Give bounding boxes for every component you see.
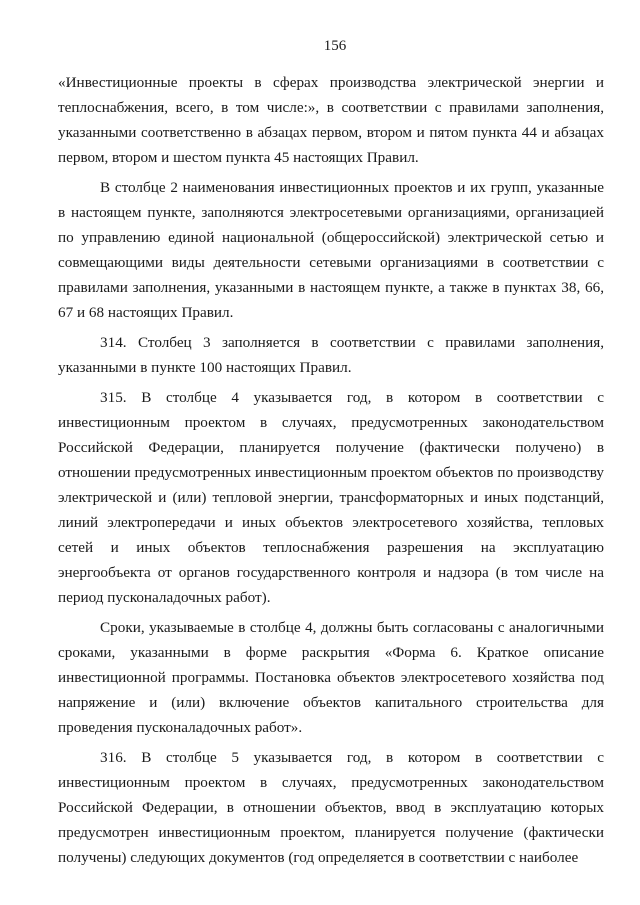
paragraph-315: 315. В столбце 4 указывается год, в котором в соответствии с инвестиционным проектом в случаях, предусмотренных законодательством Российской Федерации, планируется получение (фактически получено) в отношении предусмотренных инвестиционным проектом объектов по производству электрической и (или) тепловой энергии, трансформаторных и иных подстанций, линий электропередачи и иных объектов электросетевого хозяйства, тепловых сетей и иных объектов теплоснабжения разрешения на эксплуатацию энергообъекта от органов государственного контроля и надзора (в том числе на период пусконаладочных работ). (58, 389, 604, 606)
page-number: 156 (323, 38, 347, 54)
paragraph-314: 314. Столбец 3 заполняется в соответствии с правилами заполнения, указанными в пункте 100 настоящих Правил. (58, 334, 604, 376)
paragraph-investment-projects-continuation: «Инвестиционные проекты в сферах производства электрической энергии и теплоснабжения, всего, в том числе:», в соответствии с правилами заполнения, указанными соответственно в абзацах первом, втором и пятом пункта 44 и абзацах первом, втором и шестом пункта 45 настоящих Правил. (58, 74, 604, 166)
paragraph-column-2: В столбце 2 наименования инвестиционных проектов и их групп, указанные в настоящем пункте, заполняются электросетевыми организациями, организацией по управлению единой национальной (общероссийской) электрической сетью и совмещающими виды деятельности сетевыми организациями в соответствии с правилами заполнения, указанными в настоящем пункте, а также в пунктах 38, 66, 67 и 68 настоящих Правил. (58, 179, 604, 321)
paragraph-316: 316. В столбце 5 указывается год, в котором в соответствии с инвестиционным проектом в случаях, предусмотренных законодательством Российской Федерации, в отношении объектов, ввод в эксплуатацию которых предусмотрен инвестиционным проектом, планируется получение (фактически получены) следующих документов (год определяется в соответствии с наиболее (58, 749, 604, 866)
paragraph-column-4-deadlines: Сроки, указываемые в столбце 4, должны быть согласованы с аналогичными сроками, указанными в форме раскрытия «Форма 6. Краткое описание инвестиционной программы. Постановка объектов электросетевого хозяйства под напряжение и (или) включение объектов капитального строительства для проведения пусконаладочных работ». (58, 619, 604, 736)
